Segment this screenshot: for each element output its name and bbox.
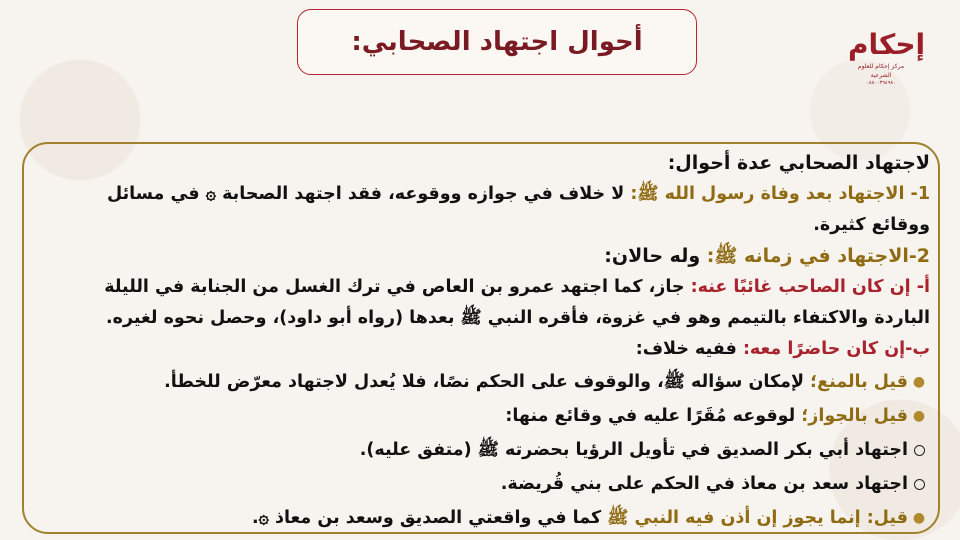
logo-subtitle: مركز إحكام للعلوم الشرعية xyxy=(857,63,905,79)
item2-text: وله حالان: xyxy=(604,245,707,267)
item1-label: 1- الاجتهاد بعد وفاة رسول الله ﷺ: xyxy=(630,184,930,204)
item1-text-b: ووقائع كثيرة. xyxy=(813,215,930,235)
case-a-text-a: جاز، كما اجتهد عمرو بن العاص في ترك الغسل من الجنابة في الليلة xyxy=(104,277,691,297)
opinion1-label: قيل بالمنع؛ xyxy=(810,372,908,392)
case-b-text: ففيه خلاف: xyxy=(635,339,743,359)
logo-phone: ٠٨٨٠٠٣٩٤٩٨٠ xyxy=(866,80,896,86)
logo-mark: إحكام xyxy=(848,28,926,61)
bullet-icon: ● xyxy=(912,408,926,424)
item1-text-a: لا خلاف في جوازه ووقوعه، فقد اجتهد الصحابة ۞ في مسائل xyxy=(106,184,631,204)
case-a-line-2 xyxy=(40,303,930,334)
opinion-3 xyxy=(40,501,930,535)
opinion1-text: لإمكان سؤاله ﷺ، والوقوف على الحكم نصًا، فلا يُعدل لاجتهاد معرّض للخطأ. xyxy=(164,372,811,392)
intro-line xyxy=(40,148,930,179)
content-body xyxy=(40,148,930,535)
case-b-label: ب-إن كان حاضرًا معه: xyxy=(742,339,930,359)
slide-title: أحوال اجتهاد الصحابي: xyxy=(351,27,643,57)
case-a-text-b: الباردة والاكتفاء بالتيمم وهو في غزوة، فأقره النبي ﷺ بعدها (رواه أبو داود)، وحصل نحوه لغيره. xyxy=(106,308,930,328)
case-a-label: أ- إن كان الصاحب غائبًا عنه: xyxy=(690,277,930,297)
bullet-icon: ● xyxy=(912,374,926,390)
item2-line xyxy=(40,241,930,272)
circle-bullet-icon xyxy=(908,467,930,501)
example-2 xyxy=(40,467,930,501)
title-banner xyxy=(297,9,697,75)
example1-text: اجتهاد أبي بكر الصديق في تأويل الرؤيا بحضرته ﷺ (متفق عليه). xyxy=(359,440,908,460)
opinion3-text: كما في واقعتي الصديق وسعد بن معاذ ۞. xyxy=(251,508,608,528)
case-a-paragraph xyxy=(40,272,930,334)
item2-label: 2-الاجتهاد في زمانه ﷺ: xyxy=(706,245,930,267)
case-b-line xyxy=(40,334,930,365)
case-a-line-1 xyxy=(40,272,930,303)
example-1 xyxy=(40,433,930,467)
circle-bullet-icon xyxy=(908,433,930,467)
opinion-1 xyxy=(40,365,930,399)
example2-text: اجتهاد سعد بن معاذ في الحكم على بني قُريضة. xyxy=(500,474,908,494)
bullet-icon: ● xyxy=(912,510,926,526)
opinion3-label: قيل: إنما يجوز إن أذن فيه النبي ﷺ xyxy=(607,508,908,528)
item1-line-1 xyxy=(40,179,930,210)
opinion2-label: قيل بالجواز؛ xyxy=(801,406,908,426)
logo xyxy=(848,28,926,92)
item1-line-2 xyxy=(40,210,930,241)
opinion-2 xyxy=(40,399,930,433)
opinion2-text: لوقوعه مُقَرًا عليه في وقائع منها: xyxy=(505,406,802,426)
intro-text: لاجتهاد الصحابي عدة أحوال: xyxy=(667,152,930,174)
item1-paragraph xyxy=(40,179,930,241)
